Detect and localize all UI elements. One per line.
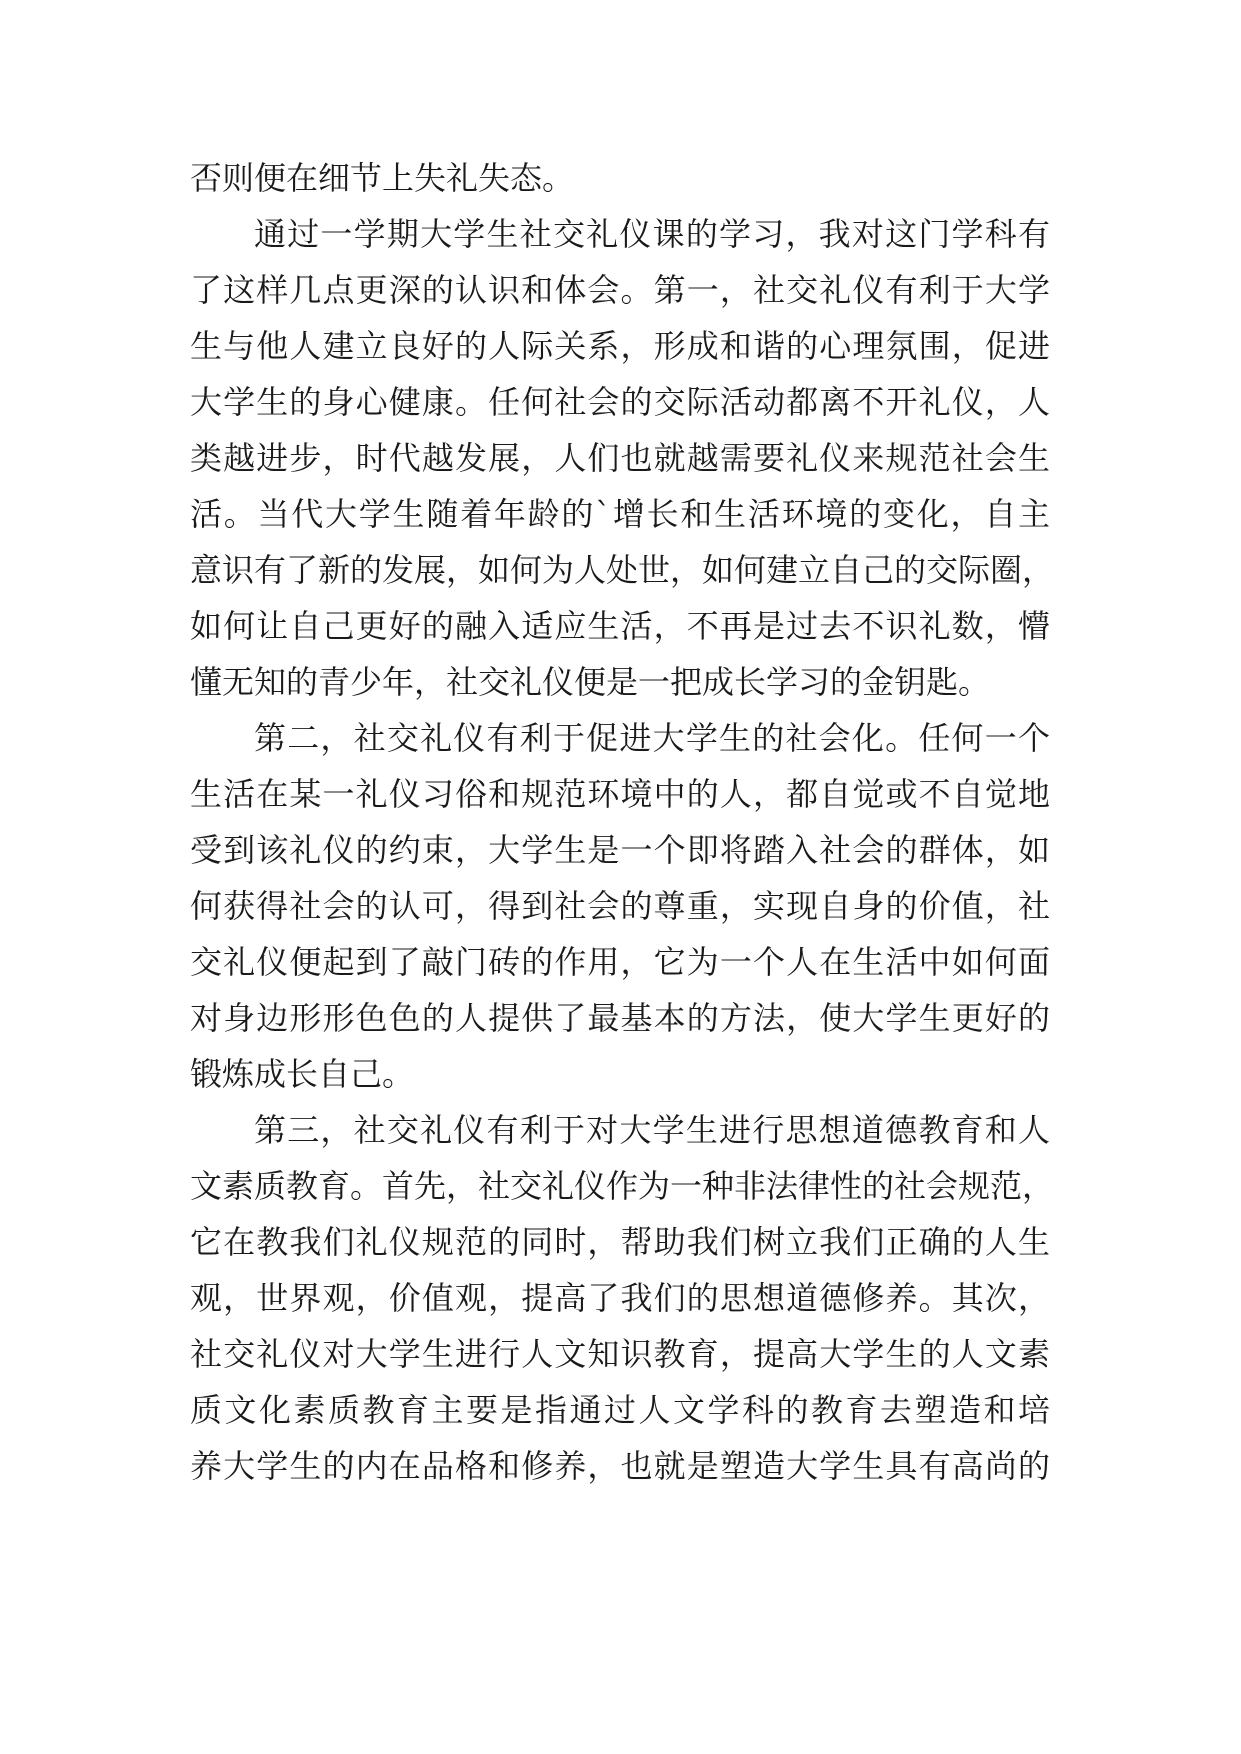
text-line: 观，世界观，价值观，提高了我们的思想道德修养。其次， [190, 1279, 1050, 1317]
text-line: 对身边形形色色的人提供了最基本的方法，使大学生更好的 [190, 999, 1050, 1037]
text-line: 生活在某一礼仪习俗和规范环境中的人，都自觉或不自觉地 [190, 775, 1050, 813]
text-line: 生与他人建立良好的人际关系，形成和谐的心理氛围，促进 [190, 327, 1050, 365]
paragraph-4 [190, 1102, 1055, 1494]
text-line: 如何让自己更好的融入适应生活，不再是过去不识礼数，懵 [190, 607, 1050, 645]
text-line: 质文化素质教育主要是指通过人文学科的教育去塑造和培 [190, 1391, 1050, 1429]
text-line: 懂无知的青少年，社交礼仪便是一把成长学习的金钥匙。 [190, 663, 991, 701]
text-line: 了这样几点更深的认识和体会。第一，社交礼仪有利于大学 [190, 271, 1050, 309]
text-line: 交礼仪便起到了敲门砖的作用，它为一个人在生活中如何面 [190, 943, 1050, 981]
text-line: 活。当代大学生随着年龄的`增长和生活环境的变化，自主 [190, 495, 1050, 533]
body-text [190, 150, 1055, 1494]
text-line: 第二，社交礼仪有利于促进大学生的社会化。任何一个 [254, 719, 1050, 757]
text-line: 第三，社交礼仪有利于对大学生进行思想道德教育和人 [254, 1111, 1050, 1149]
paragraph-2 [190, 206, 1055, 710]
text-line: 文素质教育。首先，社交礼仪作为一种非法律性的社会规范， [190, 1167, 1055, 1205]
text-line: 意识有了新的发展，如何为人处世，如何建立自己的交际圈， [190, 551, 1055, 589]
text-line: 类越进步，时代越发展，人们也就越需要礼仪来规范社会生 [190, 439, 1050, 477]
paragraph-1 [190, 150, 1050, 206]
text-line: 受到该礼仪的约束，大学生是一个即将踏入社会的群体，如 [190, 831, 1050, 869]
text-line: 否则便在细节上失礼失态。 [190, 159, 575, 197]
text-line: 何获得社会的认可，得到社会的尊重，实现自身的价值，社 [190, 887, 1050, 925]
text-line: 锻炼成长自己。 [190, 1055, 415, 1093]
text-line: 社交礼仪对大学生进行人文知识教育，提高大学生的人文素 [190, 1335, 1050, 1373]
text-line: 它在教我们礼仪规范的同时，帮助我们树立我们正确的人生 [190, 1223, 1050, 1261]
text-line: 通过一学期大学生社交礼仪课的学习，我对这门学科有 [254, 215, 1050, 253]
paragraph-3 [190, 710, 1050, 1102]
text-line: 养大学生的内在品格和修养，也就是塑造大学生具有高尚的 [190, 1447, 1050, 1485]
text-line: 大学生的身心健康。任何社会的交际活动都离不开礼仪，人 [190, 383, 1050, 421]
